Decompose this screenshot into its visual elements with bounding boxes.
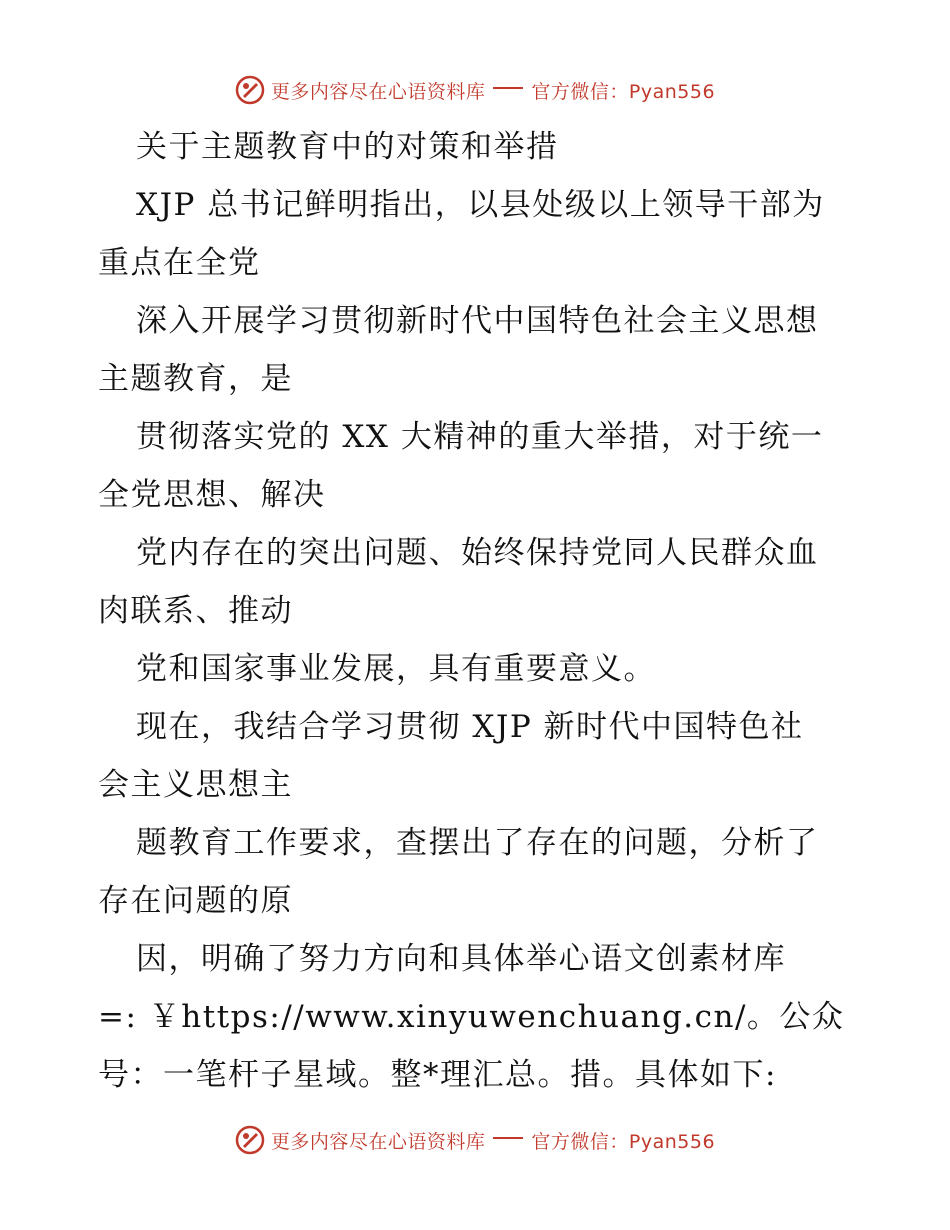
banner-main-text: 更多内容尽在心语资料库 (270, 1130, 486, 1153)
text-line: 全党思想、解决 (98, 477, 326, 513)
text-line: 题教育工作要求，查摆出了存在的问题，分析了 (136, 825, 819, 861)
text-line: 关于主题教育中的对策和举措 (136, 129, 559, 165)
text-line: 会主义思想主 (98, 767, 293, 803)
logo-icon (235, 75, 265, 105)
text-line: 党和国家事业发展，具有重要意义。 (136, 651, 656, 687)
text-line: 存在问题的原 (98, 883, 293, 919)
text-line: 贯彻落实党的 XX 大精神的重大举措，对于统一 (136, 419, 824, 455)
text-line: 深入开展学习贯彻新时代中国特色社会主义思想 (136, 303, 819, 339)
text-line: =: ￥https://www.xinyuwenchuang.cn/。公众 (98, 999, 845, 1035)
text-line: XJP 总书记鲜明指出，以县处级以上领导干部为 (136, 187, 825, 223)
banner-wechat-text: 官方微信：Pyan556 (531, 1130, 716, 1153)
text-line: 号：一笔杆子星域。整*理汇总。措。具体如下: (98, 1057, 777, 1093)
logo-icon (235, 1125, 265, 1155)
text-line: 主题教育，是 (98, 361, 293, 397)
banner-wechat-text: 官方微信：Pyan556 (531, 80, 716, 103)
text-line: 现在，我结合学习贯彻 XJP 新时代中国特色社 (136, 709, 804, 745)
text-line: 因，明确了努力方向和具体举心语文创素材库 (136, 941, 786, 977)
text-line: 党内存在的突出问题、始终保持党同人民群众血 (136, 535, 819, 571)
header-banner (0, 72, 950, 108)
document-body (98, 118, 858, 1104)
banner-dash (493, 87, 523, 89)
text-line: 肉联系、推动 (98, 593, 293, 629)
text-line: 重点在全党 (98, 245, 261, 281)
footer-banner (0, 1122, 950, 1158)
banner-dash (493, 1137, 523, 1139)
banner-main-text: 更多内容尽在心语资料库 (270, 80, 486, 103)
